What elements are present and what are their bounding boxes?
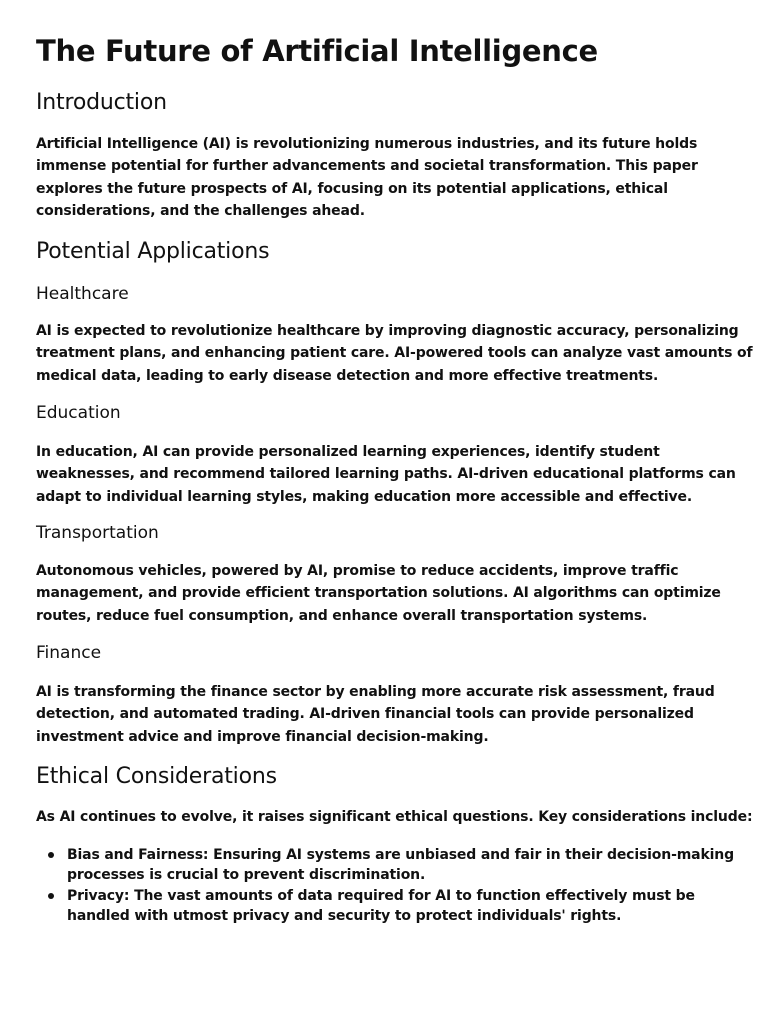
finance-paragraph [36,681,736,748]
applications-heading: Potential Applications [36,239,270,264]
education-paragraph [36,441,736,508]
list-item-line: processes is crucial to prevent discrimination. [67,867,426,883]
paragraph-line: Artificial Intelligence (AI) is revolutionizing numerous industries, and its future holds [36,136,698,152]
bullet-icon [48,893,54,899]
paragraph-line: AI is transforming the finance sector by enabling more accurate risk assessment, fraud [36,684,715,700]
introduction-heading: Introduction [36,90,167,115]
paragraph-line: routes, reduce fuel consumption, and enhance overall transportation systems. [36,607,648,624]
introduction-paragraph [36,133,736,223]
list-item-line: handled with utmost privacy and security to protect individuals' rights. [67,908,622,924]
healthcare-paragraph [36,320,753,387]
paragraph-line: In education, AI can provide personalized learning experiences, identify student [36,444,660,460]
healthcare-heading: Healthcare [36,284,129,304]
transportation-paragraph [36,560,736,627]
paragraph-line: medical data, leading to early disease detection and more effective treatments. [36,367,659,384]
document-title: The Future of Artificial Intelligence [36,34,598,68]
paragraph-line: immense potential for further advancements and societal transformation. This paper [36,158,698,175]
ethics-bullet-list [36,845,736,927]
paragraph-line: explores the future prospects of AI, focusing on its potential applications, ethical [36,180,668,197]
paragraph-line: Autonomous vehicles, powered by AI, promise to reduce accidents, improve traffic [36,563,679,579]
list-item [36,845,736,885]
transportation-heading: Transportation [36,523,159,543]
ethics-heading: Ethical Considerations [36,764,277,789]
paragraph-line: weaknesses, and recommend tailored learning paths. AI-driven educational platforms can [36,466,736,483]
list-item [36,886,736,926]
education-heading: Education [36,403,121,423]
list-item-line: Privacy: The vast amounts of data required for AI to function effectively must be [67,888,695,904]
paragraph-line: As AI continues to evolve, it raises significant ethical questions. Key considerations include: [36,809,753,825]
paragraph-line: AI is expected to revolutionize healthcare by improving diagnostic accuracy, personalizing [36,323,739,339]
paragraph-line: treatment plans, and enhancing patient care. AI-powered tools can analyze vast amounts of [36,345,753,362]
finance-heading: Finance [36,643,102,663]
paragraph-line: investment advice and improve financial decision-making. [36,728,489,745]
bullet-icon [48,852,54,858]
paragraph-line: detection, and automated trading. AI-driven financial tools can provide personalized [36,706,694,723]
ethics-intro-paragraph [36,806,753,828]
paragraph-line: adapt to individual learning styles, making education more accessible and effective. [36,488,693,505]
paragraph-line: management, and provide efficient transportation solutions. AI algorithms can optimize [36,585,721,602]
paragraph-line: considerations, and the challenges ahead. [36,203,365,220]
list-item-line: Bias and Fairness: Ensuring AI systems are unbiased and fair in their decision-making [67,847,734,863]
